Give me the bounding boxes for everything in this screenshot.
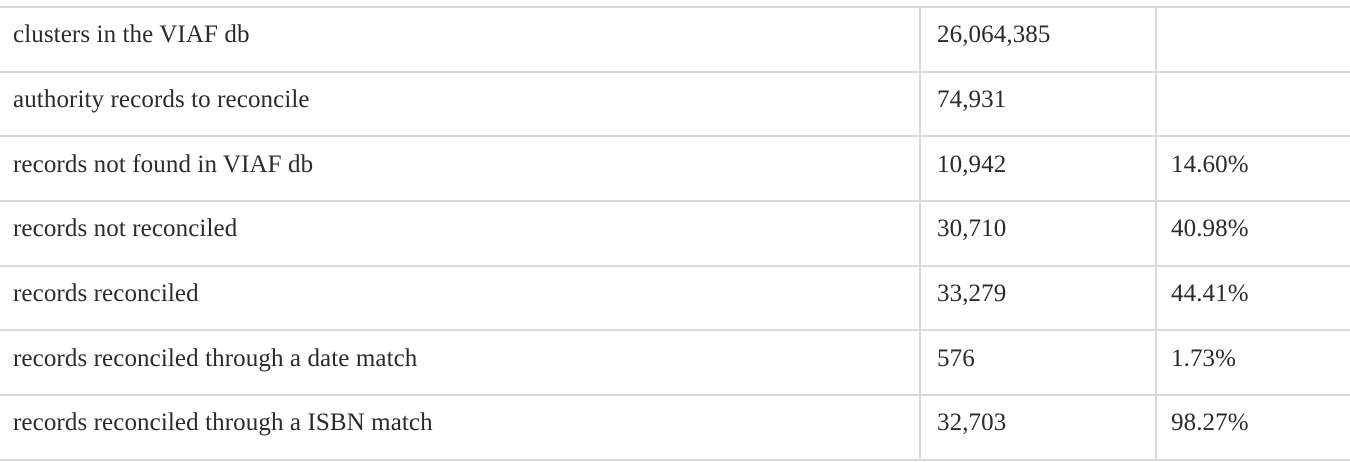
row-label: records reconciled through a date match xyxy=(0,330,920,395)
row-count: 33,279 xyxy=(920,266,1156,331)
reconciliation-stats-table-container xyxy=(0,6,1350,461)
row-label: clusters in the VIAF db xyxy=(0,7,920,72)
row-count: 32,703 xyxy=(920,395,1156,460)
reconciliation-stats-table xyxy=(0,6,1350,461)
row-percent: 40.98% xyxy=(1156,201,1350,266)
row-percent: 14.60% xyxy=(1156,136,1350,201)
table-row xyxy=(0,72,1350,137)
row-count: 26,064,385 xyxy=(920,7,1156,72)
row-count: 576 xyxy=(920,330,1156,395)
row-percent: 44.41% xyxy=(1156,266,1350,331)
row-label: records reconciled xyxy=(0,266,920,331)
row-percent xyxy=(1156,72,1350,137)
row-label: records reconciled through a ISBN match xyxy=(0,395,920,460)
row-label: records not reconciled xyxy=(0,201,920,266)
table-row xyxy=(0,201,1350,266)
row-percent: 1.73% xyxy=(1156,330,1350,395)
table-row xyxy=(0,136,1350,201)
table-row xyxy=(0,395,1350,460)
table-row xyxy=(0,266,1350,331)
row-count: 74,931 xyxy=(920,72,1156,137)
row-label: authority records to reconcile xyxy=(0,72,920,137)
table-row xyxy=(0,7,1350,72)
row-percent xyxy=(1156,7,1350,72)
table-row xyxy=(0,330,1350,395)
row-label: records not found in VIAF db xyxy=(0,136,920,201)
row-count: 10,942 xyxy=(920,136,1156,201)
row-count: 30,710 xyxy=(920,201,1156,266)
row-percent: 98.27% xyxy=(1156,395,1350,460)
